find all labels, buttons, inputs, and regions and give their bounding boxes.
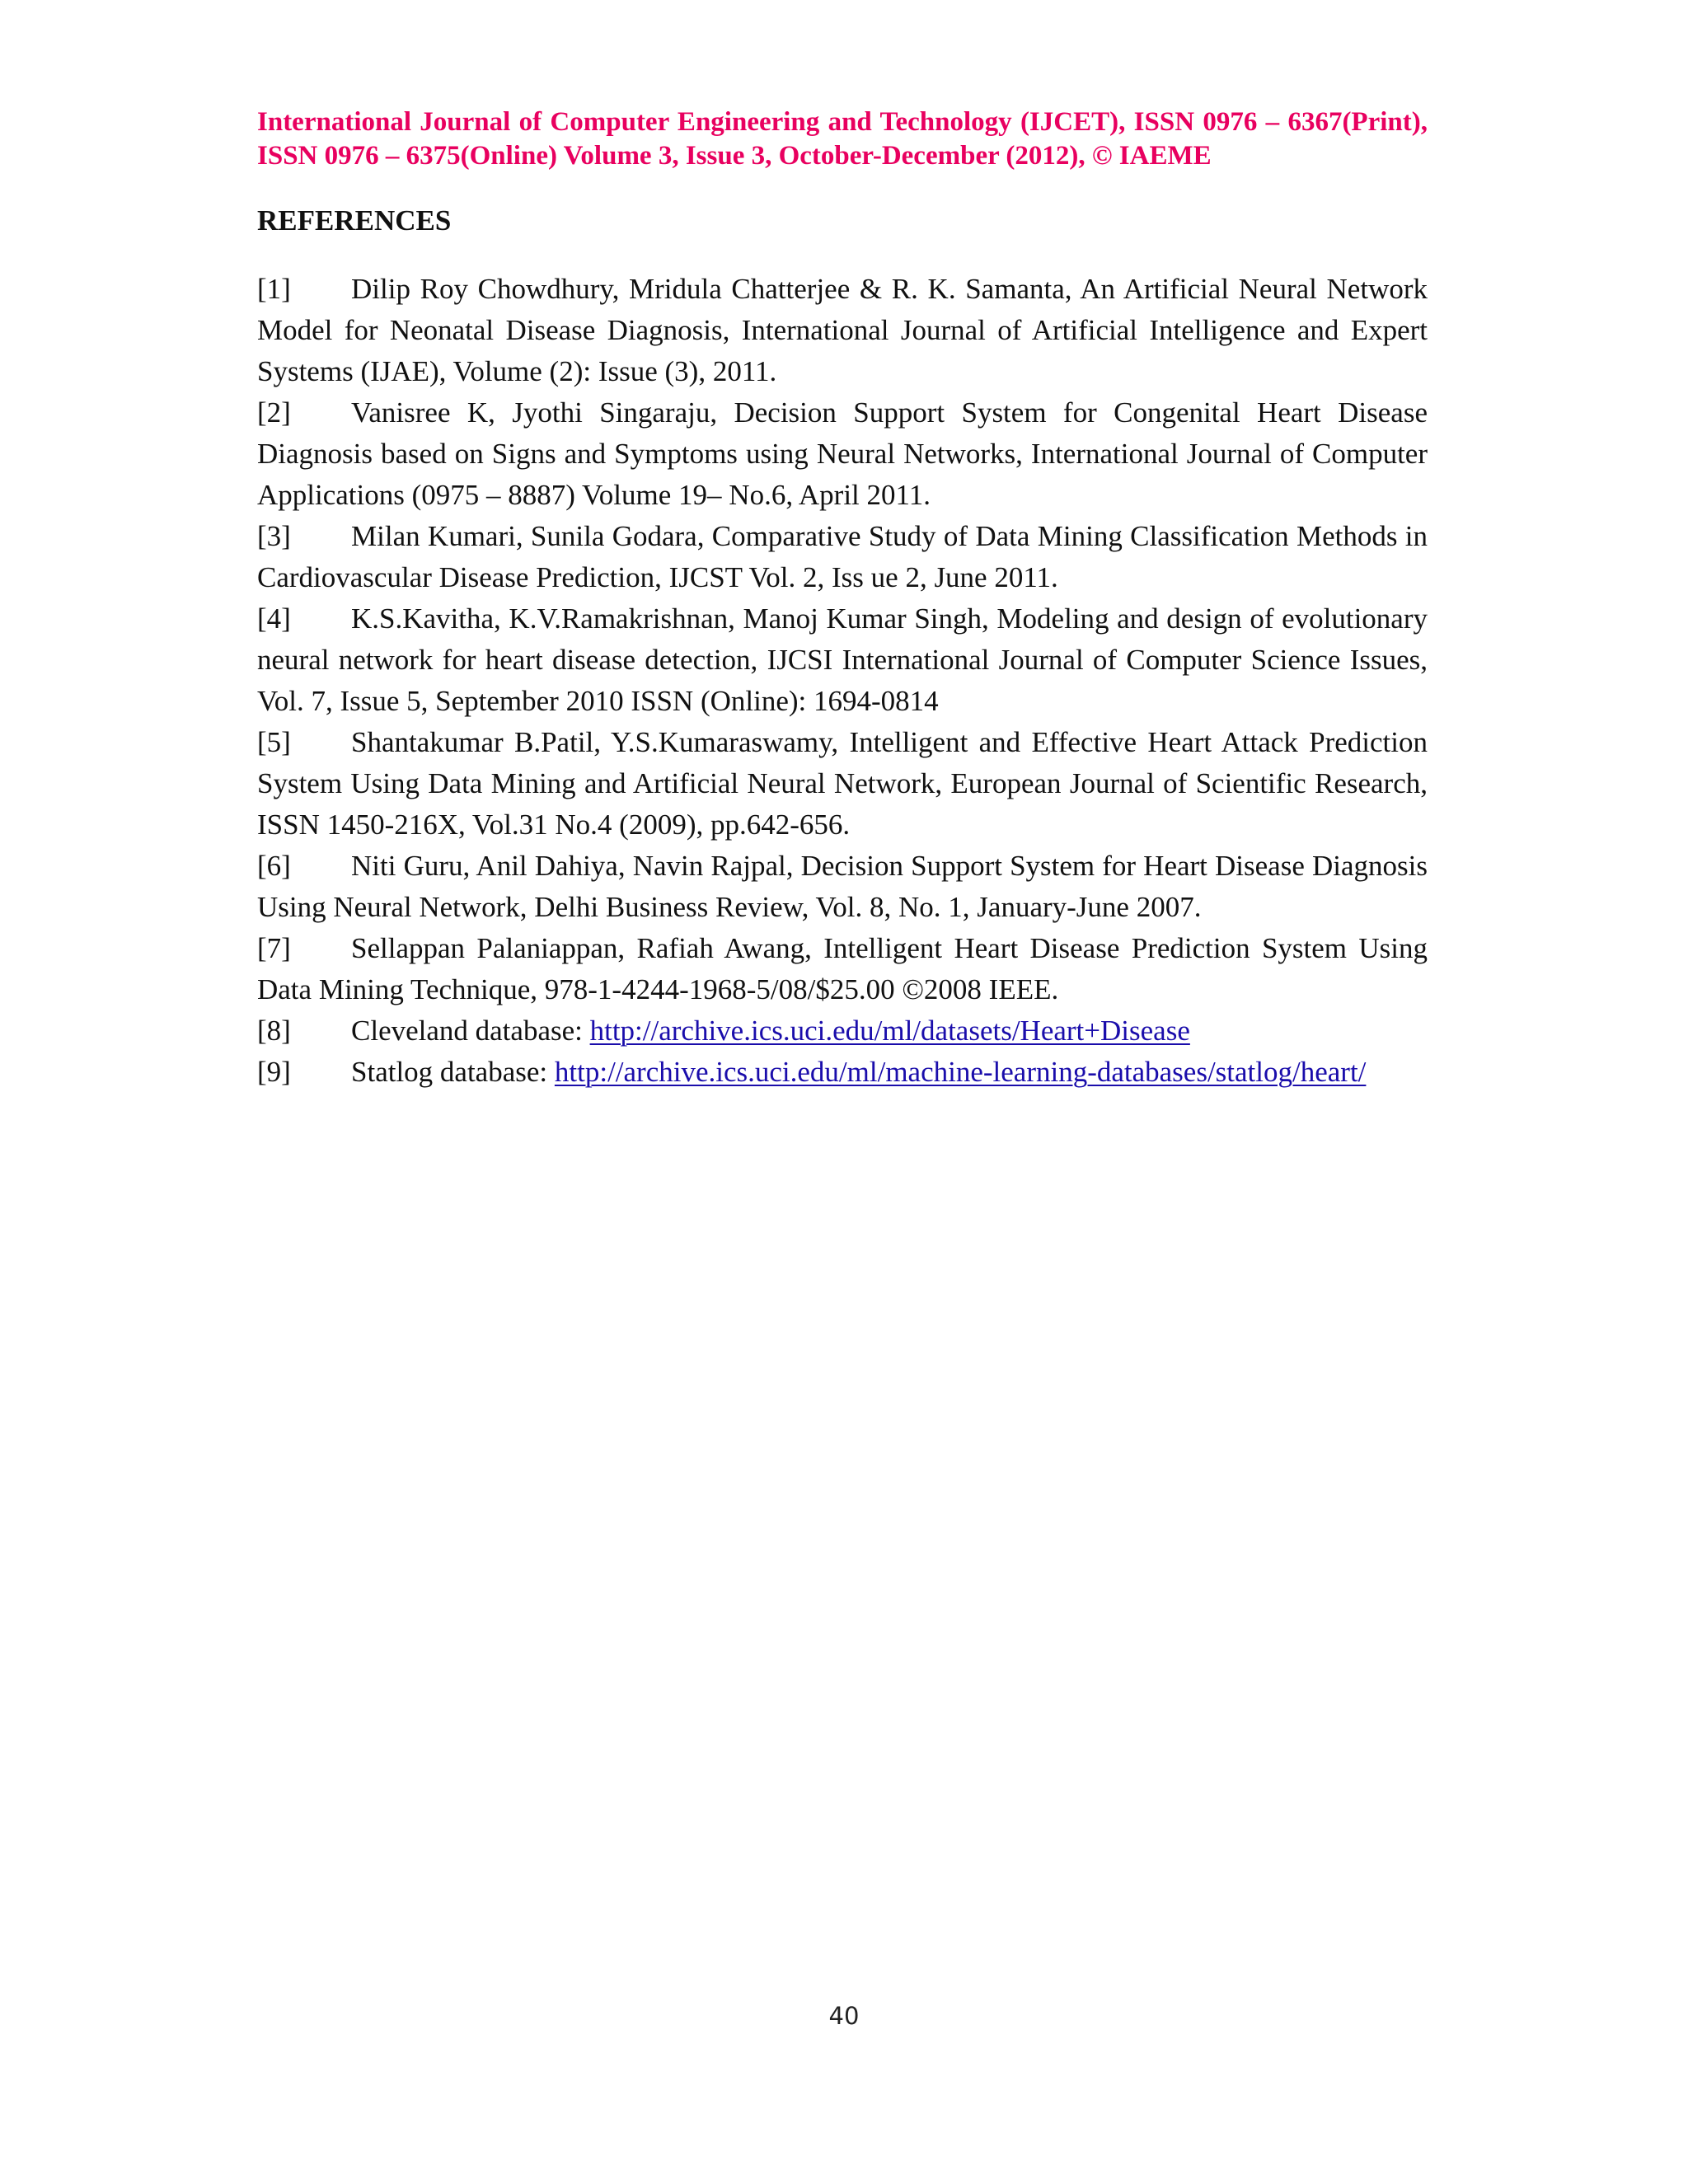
reference-item-1 xyxy=(257,269,1428,392)
reference-number: [7] xyxy=(257,932,291,964)
reference-text: Vanisree K, Jyothi Singaraju, Decision Support System for Congenital Heart Disease Diagnosis based on Signs and Symptoms using Neural Networks, International Journal of Computer Applications (0975 – 8887) Volume 19– No.6, April 2011. xyxy=(257,396,1428,511)
reference-text: K.S.Kavitha, K.V.Ramakrishnan, Manoj Kumar Singh, Modeling and design of evolutionary neural network for heart disease detection, IJCSI International Journal of Computer Science Issues, Vol. 7, Issue 5, September 2010 ISSN (Online): 1694-0814 xyxy=(257,602,1428,717)
reference-list xyxy=(257,269,1428,1093)
reference-number: [5] xyxy=(257,726,291,758)
reference-item-5 xyxy=(257,722,1428,846)
reference-item-9 xyxy=(257,1052,1428,1093)
reference-number: [6] xyxy=(257,850,291,882)
reference-item-7 xyxy=(257,928,1428,1010)
reference-item-6 xyxy=(257,846,1428,928)
reference-link-cleveland[interactable]: http://archive.ics.uci.edu/ml/datasets/Heart+Disease xyxy=(589,1015,1190,1047)
reference-text: Dilip Roy Chowdhury, Mridula Chatterjee & R. K. Samanta, An Artificial Neural Network Model for Neonatal Disease Diagnosis, International Journal of Artificial Intelligence and Expert Systems (IJAE), Volume (2): Issue (3), 2011. xyxy=(257,273,1428,387)
reference-item-2 xyxy=(257,392,1428,516)
reference-text: Cleveland database: xyxy=(351,1015,590,1047)
reference-text: Sellappan Palaniappan, Rafiah Awang, Intelligent Heart Disease Prediction System Using Data Mining Technique, 978-1-4244-1968-5/08/$25.00 ©2008 IEEE. xyxy=(257,932,1428,1005)
reference-number: [4] xyxy=(257,602,291,635)
reference-number: [2] xyxy=(257,396,291,429)
reference-text: Shantakumar B.Patil, Y.S.Kumaraswamy, Intelligent and Effective Heart Attack Prediction System Using Data Mining and Artificial Neural Network, European Journal of Scientific Research, ISSN 1450-216X, Vol.31 No.4 (2009), pp.642-656. xyxy=(257,726,1428,841)
section-title-references: REFERENCES xyxy=(257,204,452,237)
reference-number: [9] xyxy=(257,1056,291,1088)
reference-number: [1] xyxy=(257,273,291,305)
reference-text: Niti Guru, Anil Dahiya, Navin Rajpal, Decision Support System for Heart Disease Diagnosis Using Neural Network, Delhi Business Review, Vol. 8, No. 1, January-June 2007. xyxy=(257,850,1428,923)
reference-link-statlog[interactable]: http://archive.ics.uci.edu/ml/machine-learning-databases/statlog/heart/ xyxy=(554,1056,1367,1088)
reference-number: [3] xyxy=(257,520,291,552)
journal-header: International Journal of Computer Engineering and Technology (IJCET), ISSN 0976 – 6367(Print), ISSN 0976 – 6375(Online) Volume 3, Issue 3, October-December (2012), © IAEME xyxy=(257,107,1428,171)
reference-text: Milan Kumari, Sunila Godara, Comparative Study of Data Mining Classification Methods in Cardiovascular Disease Prediction, IJCST Vol. 2, Iss ue 2, June 2011. xyxy=(257,520,1428,593)
reference-item-8 xyxy=(257,1010,1428,1052)
page-number: 40 xyxy=(828,2002,860,2030)
reference-number: [8] xyxy=(257,1015,291,1047)
reference-text: Statlog database: xyxy=(351,1056,555,1088)
reference-item-3 xyxy=(257,516,1428,598)
reference-item-4 xyxy=(257,598,1428,722)
